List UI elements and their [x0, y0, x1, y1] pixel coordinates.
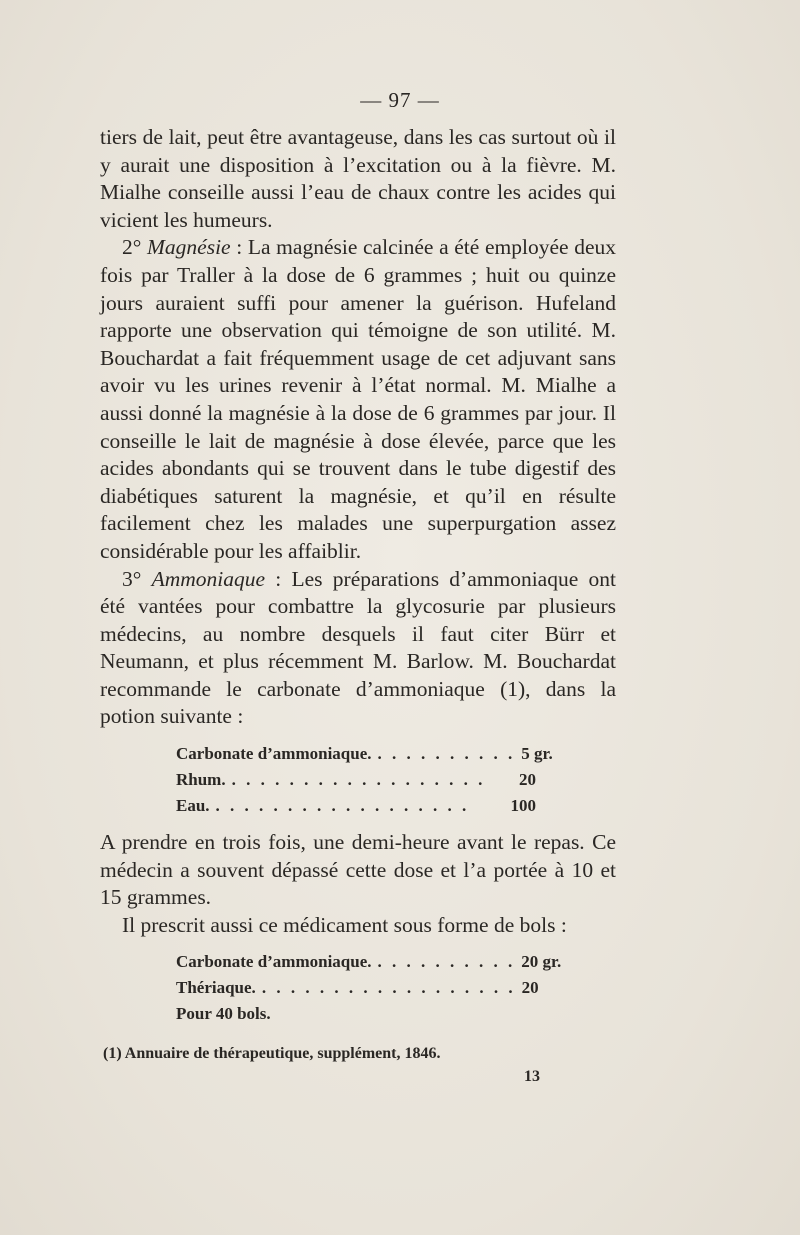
section-term: Magnésie: [147, 235, 231, 260]
formula-row: [176, 975, 539, 1001]
leader-dots: . . . . . . . . . .: [377, 744, 516, 764]
formula-row: [176, 793, 536, 819]
leader-dots: . . . . . . . . . . . . . . . . . .: [261, 978, 516, 998]
paragraph: tiers de lait, peut être avantageuse, dans les cas surtout où il y aurait une disposition à l’excitation ou à la fièvre. M. Mialhe conseille aussi l’eau de chaux contre les acides qui vicient les humeurs.: [100, 125, 616, 232]
formula-row: [176, 949, 562, 975]
formula-bols: [176, 949, 562, 1027]
ingredient-name: Rhum.: [176, 770, 226, 790]
section-term: Ammoniaque: [151, 566, 266, 591]
paragraph: [100, 234, 616, 565]
leader-dots: . . . . . . . . . . . . . . . . . .: [215, 796, 470, 816]
signature-mark: 13: [524, 1068, 540, 1085]
leader-dots: . . . . . . . . . .: [377, 952, 516, 972]
paragraph-text: : Les préparations d’ammoniaque ont été vantées pour combattre la glycosurie par plusieurs médecins, au nombre desquels il faut citer Bürr et Neumann, et plus récemment M. Barlow. M. Bouchardat recommande le carbonate d’ammoniaque (1), dans la potion suivante :: [100, 566, 616, 729]
ingredient-dose: 20: [519, 770, 536, 790]
ingredient-name: Thériaque.: [176, 978, 256, 998]
section-number: 3°: [122, 566, 152, 591]
ingredient-dose: 100: [510, 796, 536, 816]
ingredient-dose: 20: [521, 978, 539, 998]
leader-dots: . . . . . . . . . . . . . . . . . .: [231, 770, 486, 790]
ingredient-name: Carbonate d’ammoniaque.: [176, 744, 372, 764]
ingredient-dose: 5 gr.: [521, 744, 553, 764]
footnote: (1) Annuaire de thérapeutique, supplément, 1846.: [103, 1045, 441, 1062]
formula-note: Pour 40 bols.: [176, 1004, 271, 1024]
ingredient-dose: 20 gr.: [521, 952, 562, 972]
paragraph: Il prescrit aussi ce médicament sous forme de bols :: [122, 912, 567, 937]
page-number: — 97 —: [360, 88, 440, 112]
body-text: [100, 124, 616, 1037]
ingredient-name: Carbonate d’ammoniaque.: [176, 952, 372, 972]
formula-row: [176, 767, 536, 793]
paragraph: [100, 566, 616, 732]
paragraph: A prendre en trois fois, une demi-heure avant le repas. Ce médecin a souvent dépassé cette dose et l’a portée à 10 et 15 grammes.: [100, 830, 616, 910]
formula-potion: [176, 741, 553, 819]
paragraph-text: : La magnésie calcinée a été employée deux fois par Traller à la dose de 6 grammes ; huit ou quinze jours auraient suffi pour amener la guérison. Hufeland rapporte une observation qui témoigne de son utilité. M. Bouchardat a fait fréquemment usage de cet adjuvant sans avoir vu les urines revenir à l’état normal. M. Mialhe a aussi donné la magnésie à la dose de 6 grammes par jour. Il conseille le lait de magnésie à dose élevée, parce que les acides abondants qui se trouvent dans le tube digestif des diabétiques saturent la magnésie, et qu’il en résulte facilement chez les malades une superpurgation assez considérable pour les affaiblir.: [100, 235, 616, 563]
section-number: 2°: [122, 235, 147, 260]
ingredient-name: Eau.: [176, 796, 210, 816]
formula-row: [176, 741, 553, 767]
